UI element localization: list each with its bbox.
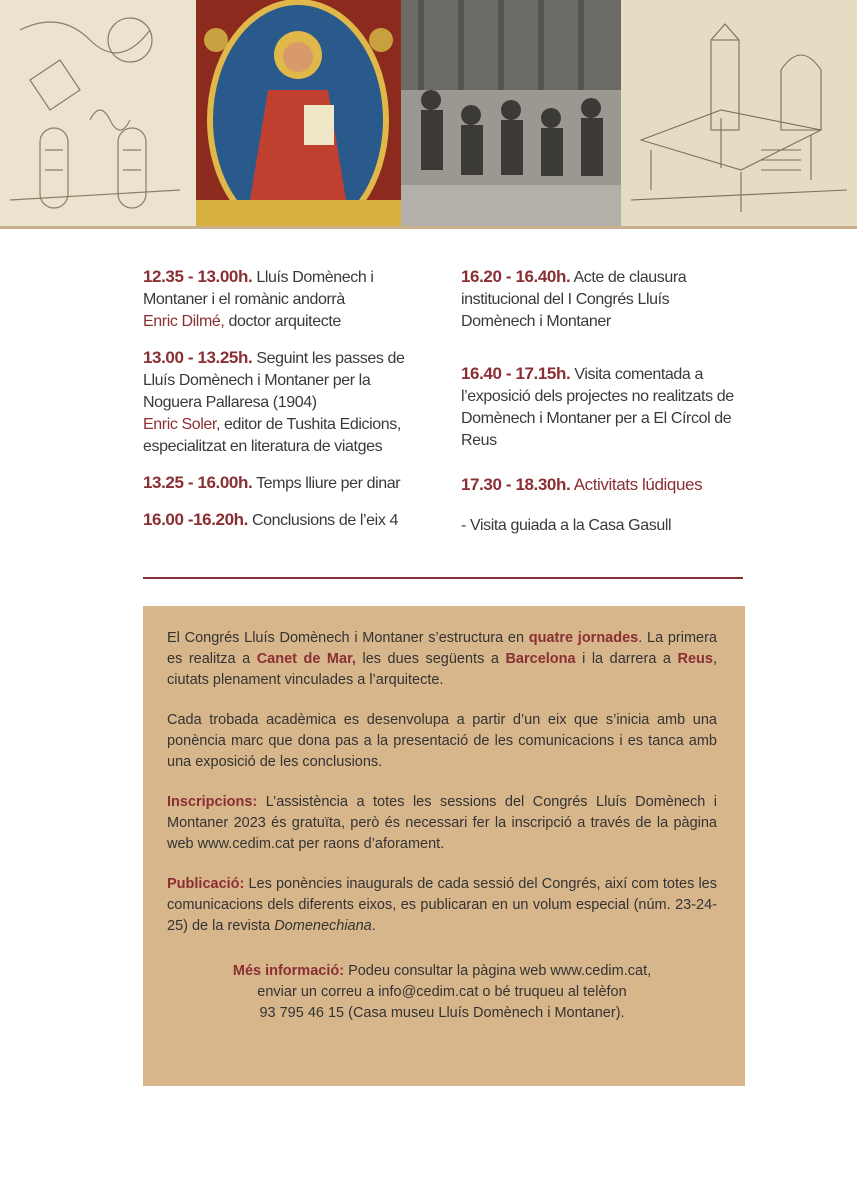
info-text: Les ponències inaugurals de cada sessió del Congrés, així com totes les comunicacions dels diferents eixos, es publicaran en un volum especial (núm. 23-24-25) de la revista <box>167 876 717 934</box>
program-schedule <box>143 266 743 551</box>
contact-line: 93 795 46 15 (Casa museu Lluís Domènech i Montaner). <box>259 1005 625 1021</box>
info-text: El Congrés Lluís Domènech i Montaner s’estructura en <box>167 630 529 646</box>
banner-bottom-border <box>0 226 857 229</box>
romanesque-fresco-image <box>196 0 401 226</box>
info-text: . La primera es realitza a <box>167 630 717 667</box>
entry-title: Temps lliure per dinar <box>252 475 401 492</box>
info-paragraph-structure <box>167 628 717 691</box>
info-text: les dues següents a <box>355 651 506 667</box>
info-text: . <box>371 918 376 934</box>
contact-info <box>167 961 717 1024</box>
schedule-column-left <box>143 266 425 551</box>
entry-time: 16.40 - 17.15h. <box>461 364 571 383</box>
entry-title: Seguint les passes de Lluís Domènech i Montaner per la Noguera Pallaresa (1904) <box>143 350 405 411</box>
info-highlight: Reus <box>677 651 713 667</box>
info-label: Més informació: <box>232 963 345 979</box>
contact-line: enviar un correu a info@cedim.cat o bé truqueu al telèfon <box>257 984 627 1000</box>
schedule-entry <box>143 509 425 532</box>
entry-speaker-role: doctor arquitecte <box>224 313 341 330</box>
entry-time: 16.00 -16.20h. <box>143 510 248 529</box>
schedule-entry <box>461 515 743 537</box>
info-box <box>143 606 745 1086</box>
historic-group-photo-image <box>401 0 621 226</box>
info-text: , ciutats plenament vinculades a l’arquitecte. <box>167 651 717 688</box>
entry-time: 13.00 - 13.25h. <box>143 348 253 367</box>
entry-speaker: Enric Soler, <box>143 416 221 433</box>
entry-speaker-role: editor de Tushita Edicions, especialitzat en literatura de viatges <box>143 416 401 455</box>
info-highlight: quatre jornades <box>528 630 639 646</box>
architectural-drawing-image <box>621 0 857 226</box>
schedule-entry <box>143 347 425 458</box>
header-banner <box>0 0 857 226</box>
schedule-entry <box>143 266 425 333</box>
info-paragraph-registration <box>167 792 717 855</box>
section-divider <box>143 577 743 579</box>
info-label: Inscripcions: <box>167 794 258 810</box>
entry-time: 12.35 - 13.00h. <box>143 267 253 286</box>
info-paragraph-publication <box>167 874 717 937</box>
info-text: i la darrera a <box>575 651 678 667</box>
journal-title: Domenechiana <box>274 918 372 934</box>
schedule-entry <box>143 472 425 495</box>
schedule-column-right <box>461 266 743 551</box>
entry-title: Lluís Domènech i Montaner i el romànic andorrà <box>143 269 374 308</box>
contact-line: Podeu consultar la pàgina web www.cedim.cat, <box>344 963 652 979</box>
entry-title: Activitats lúdiques <box>570 475 703 494</box>
info-label: Publicació: <box>167 876 245 892</box>
schedule-entry <box>461 266 743 333</box>
entry-time: 13.25 - 16.00h. <box>143 473 253 492</box>
entry-title: - Visita guiada a la Casa Gasull <box>461 517 672 534</box>
entry-time: 16.20 - 16.40h. <box>461 267 571 286</box>
schedule-entry <box>461 363 743 452</box>
entry-speaker: Enric Dilmé, <box>143 313 225 330</box>
info-highlight: Barcelona <box>505 651 576 667</box>
info-paragraph-format: Cada trobada acadèmica es desenvolupa a partir d’un eix que s’inicia amb una ponència marc que dona pas a la presentació de les comunicacions i es tanca amb una exposició de les conclusions. <box>167 712 717 770</box>
schedule-entry <box>461 474 743 497</box>
entry-time: 17.30 - 18.30h. <box>461 475 571 494</box>
entry-title: Visita comentada a l’exposició dels projectes no realitzats de Domènech i Montaner per a El Círcol de Reus <box>461 366 734 449</box>
info-text: L’assistència a totes les sessions del Congrés Lluís Domènech i Montaner 2023 és gratuïta, però és necessari fer la inscripció a través de la pàgina web www.cedim.cat per raons d’aforament. <box>167 794 717 852</box>
entry-title: Conclusions de l’eix 4 <box>247 512 398 529</box>
entry-title: Acte de clausura institucional del I Congrés Lluís Domènech i Montaner <box>461 269 687 330</box>
info-highlight: Canet de Mar, <box>256 651 356 667</box>
sketch-drawing-image <box>0 0 196 226</box>
